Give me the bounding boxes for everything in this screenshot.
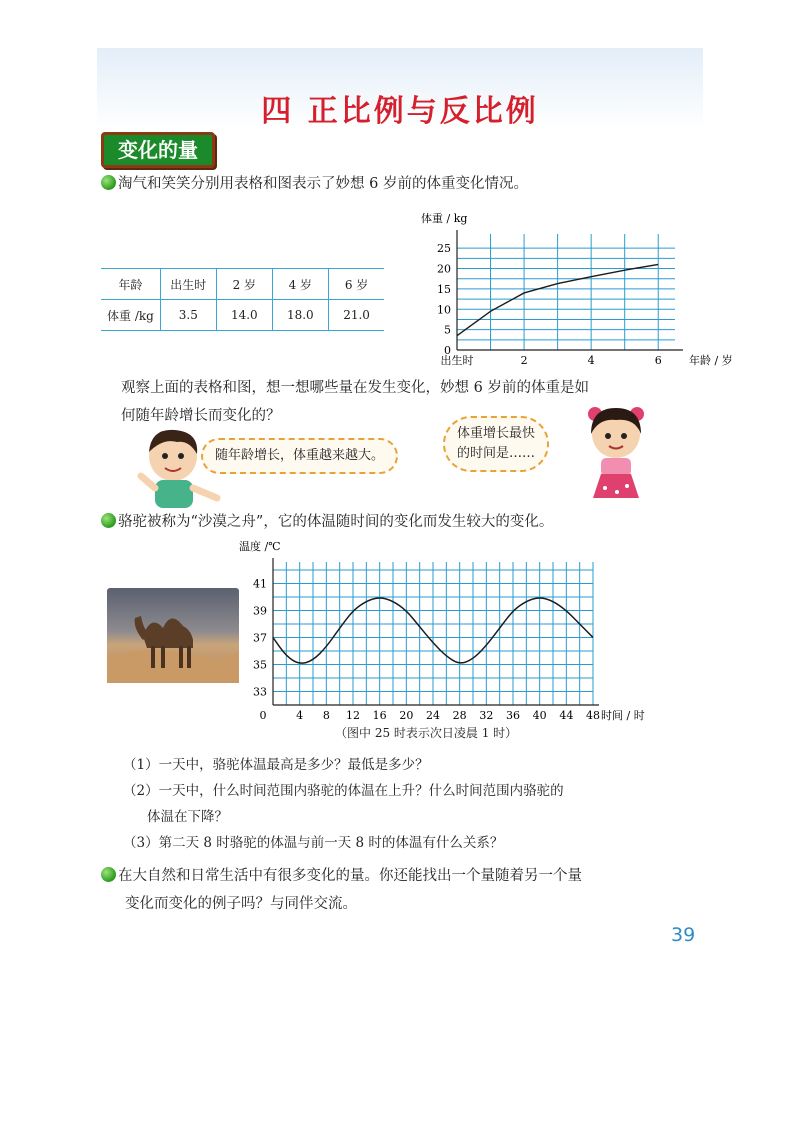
camel-image	[107, 588, 239, 683]
table-cell: 6 岁	[328, 269, 384, 300]
green-bullet-icon	[101, 867, 116, 882]
y-axis-label: 温度 /℃	[239, 540, 281, 553]
x-tick-label: 4	[587, 354, 595, 367]
y-tick-label: 15	[437, 282, 451, 296]
y-tick-label: 37	[253, 631, 267, 645]
y-tick-label: 10	[437, 303, 451, 317]
table-cell: 21.0	[328, 300, 384, 331]
table-cell: 4 岁	[272, 269, 328, 300]
intro-paragraph	[101, 170, 528, 198]
table-header-row	[101, 269, 384, 300]
y-tick-label: 20	[437, 262, 451, 276]
table-cell: 年龄	[101, 269, 160, 300]
table-cell: 3.5	[160, 300, 216, 331]
weight-chart	[415, 200, 733, 378]
chapter-title: 四 正比例与反比例	[261, 94, 539, 129]
camel-intro-text: 骆驼被称为“沙漠之舟”，它的体温随时间的变化而发生较大的变化。	[118, 514, 554, 530]
x-tick-label: 4	[296, 709, 304, 722]
intro-text: 淘气和笑笑分别用表格和图表示了妙想 6 岁前的体重变化情况。	[118, 176, 528, 192]
table-cell: 体重 /kg	[101, 300, 160, 331]
page-number: 39	[671, 924, 696, 946]
final-line: 在大自然和日常生活中有很多变化的量。你还能找出一个量随着另一个量	[118, 868, 582, 884]
textbook-page	[97, 48, 733, 963]
question-1: （1）一天中，骆驼体温最高是多少？最低是多少？	[123, 757, 429, 773]
question-2	[123, 778, 693, 830]
x-tick-label: 8	[322, 709, 330, 722]
x-tick-label: 28	[452, 709, 467, 722]
girl-illustration	[575, 404, 657, 504]
boy-speech-bubble: 随年龄增长，体重越来越大。	[201, 438, 398, 474]
x-tick-label: 0	[259, 709, 267, 722]
section-tag: 变化的量	[101, 132, 215, 168]
green-bullet-icon	[101, 175, 116, 190]
table-cell: 出生时	[160, 269, 216, 300]
y-tick-label: 5	[444, 323, 451, 337]
x-tick-label: 48	[586, 709, 600, 722]
final-line: 变化而变化的例子吗？与同伴交流。	[125, 896, 357, 912]
observe-line: 何随年龄增长而变化的？	[121, 408, 281, 424]
y-tick-label: 0	[444, 344, 451, 357]
question-3: （3）第二天 8 时骆驼的体温与前一天 8 时的体温有什么关系？	[123, 835, 504, 851]
table-cell: 14.0	[216, 300, 272, 331]
camel-photo	[107, 588, 239, 683]
x-tick-label: 6	[654, 354, 662, 367]
y-tick-label: 39	[253, 604, 267, 618]
camel-paragraph	[101, 508, 553, 536]
y-tick-label: 25	[437, 242, 451, 256]
y-tick-label: 35	[253, 658, 267, 672]
weight-table	[101, 268, 384, 331]
x-tick-label: 24	[426, 709, 440, 722]
observe-line: 观察上面的表格和图，想一想哪些量在发生变化，妙想 6 岁前的体重是如	[121, 380, 589, 396]
girl-speech-line: 的时间是……	[457, 446, 536, 461]
table-cell: 2 岁	[216, 269, 272, 300]
girl-speech-line: 体重增长最快	[457, 426, 536, 441]
table-cell: 18.0	[272, 300, 328, 331]
x-tick-label: 20	[399, 709, 414, 722]
question-2-line: （2）一天中，什么时间范围内骆驼的体温在上升？什么时间范围内骆驼的	[123, 783, 564, 799]
x-tick-label: 36	[506, 709, 520, 722]
x-axis-label: 时间 / 时	[601, 709, 645, 722]
x-tick-label: 16	[372, 709, 387, 722]
table-row	[101, 300, 384, 331]
temperature-chart	[233, 536, 673, 724]
green-bullet-icon	[101, 513, 116, 528]
x-tick-label: 40	[532, 709, 547, 722]
chart-note: （图中 25 时表示次日凌晨 1 时）	[335, 726, 518, 740]
final-paragraph	[101, 862, 582, 918]
girl-speech-bubble	[443, 416, 549, 472]
y-tick-label: 41	[253, 577, 267, 591]
x-tick-label: 出生时	[440, 354, 474, 367]
x-tick-label: 12	[346, 709, 360, 722]
y-tick-label: 33	[253, 685, 267, 699]
x-tick-label: 2	[520, 354, 528, 367]
question-2-line: 体温在下降？	[147, 809, 228, 825]
x-tick-label: 32	[479, 709, 494, 722]
x-tick-label: 44	[559, 709, 574, 722]
x-axis-label: 年龄 / 岁	[689, 354, 733, 367]
y-axis-label: 体重 / kg	[421, 212, 468, 225]
